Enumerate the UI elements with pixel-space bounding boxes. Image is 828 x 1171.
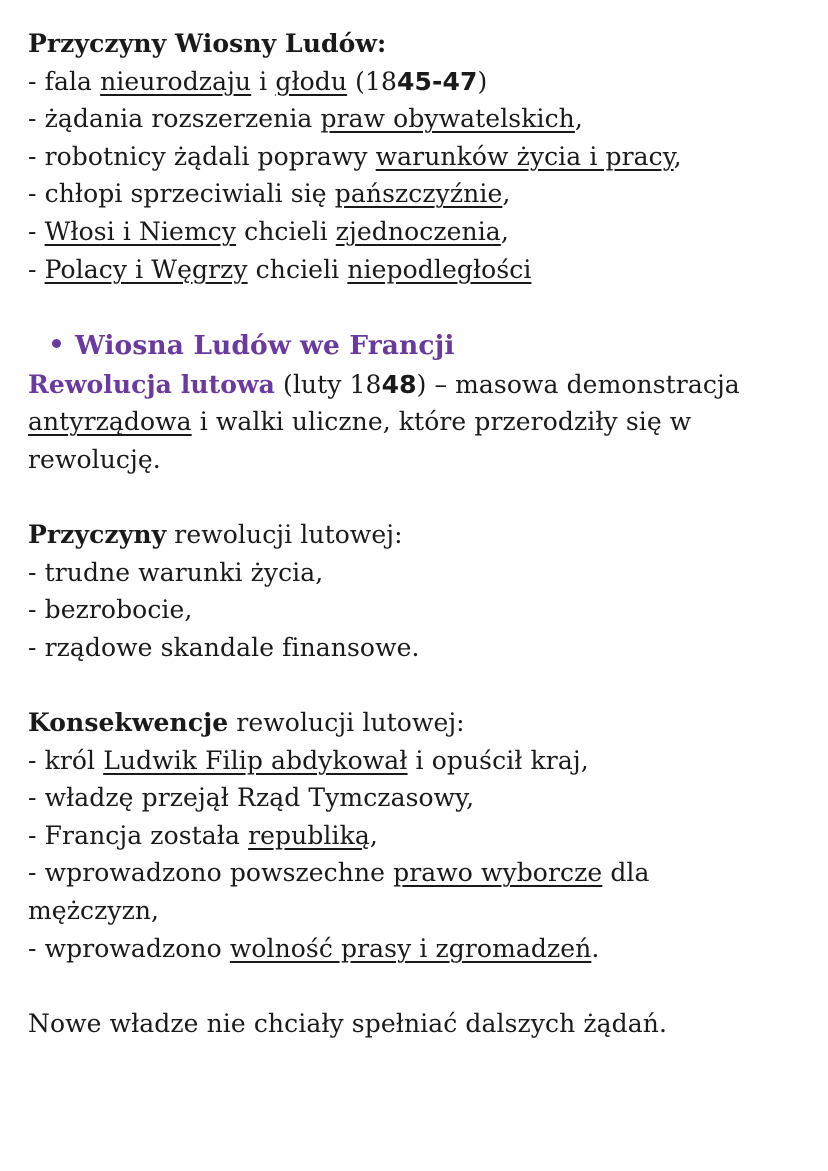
section-heading-france: Wiosna Ludów we Francji [28, 326, 818, 366]
cause-civil-rights: - żądania rozszerzenia praw obywatelskich, [28, 104, 583, 134]
february-revolution-line1: Rewolucja lutowa (luty 1848) – masowa demonstracja [28, 369, 740, 399]
bullet-icon [52, 339, 61, 348]
revolution-cause-item: - rządowe skandale finansowe. [28, 632, 420, 662]
revolution-causes-title: Przyczyny rewolucji lutowej: [28, 520, 403, 550]
cause-harvest: - fala nieurodzaju i głodu (1845-47) [28, 66, 488, 96]
cause-workers: - robotnicy żądali poprawy warunków życia i pracy, [28, 141, 682, 171]
consequence-republic: - Francja została republiką, [28, 820, 378, 850]
consequences-title: Konsekwencje rewolucji lutowej: [28, 708, 465, 738]
february-revolution-line2: antyrządowa i walki uliczne, które przerodziły się w [28, 407, 692, 437]
consequence-abdication: - król Ludwik Filip abdykował i opuścił kraj, [28, 745, 589, 775]
consequence-suffrage: - wprowadzono powszechne prawo wyborcze dla [28, 858, 650, 888]
february-revolution-line3: rewolucję. [28, 444, 161, 474]
cause-independence: - Polacy i Węgrzy chcieli niepodległości [28, 254, 532, 284]
causes-title: Przyczyny Wiosny Ludów: [28, 29, 387, 58]
cause-peasants: - chłopi sprzeciwiali się pańszczyźnie, [28, 179, 511, 209]
cause-unification: - Włosi i Niemcy chcieli zjednoczenia, [28, 216, 509, 246]
consequence-suffrage-cont: mężczyzn, [28, 896, 160, 926]
document-page [28, 25, 818, 1042]
revolution-cause-item: - bezrobocie, [28, 595, 193, 625]
consequence-freedoms: - wprowadzono wolność prasy i zgromadzeń. [28, 933, 600, 963]
revolution-cause-item: - trudne warunki życia, [28, 557, 324, 587]
closing-sentence: Nowe władze nie chciały spełniać dalszych żądań. [28, 1008, 668, 1038]
consequence-provisional-government: - władzę przejął Rząd Tymczasowy, [28, 783, 475, 813]
